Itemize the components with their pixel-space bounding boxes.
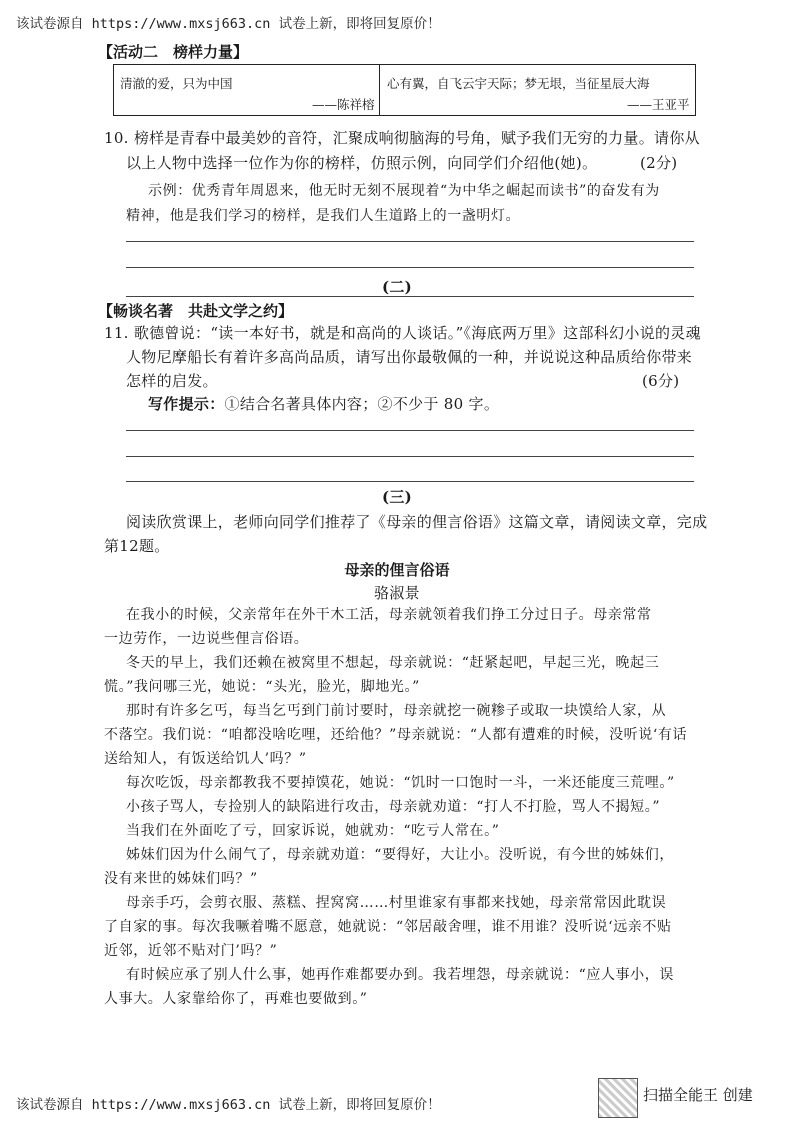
- q10-example-line1: 示例：优秀青年周恩来，他无时无刻不展现着“为中华之崛起而读书”的奋发有为: [148, 183, 660, 199]
- source-line-top: 该试卷源自 https://www.mxsj663.cn 试卷上新，即将回复原价！: [16, 16, 441, 32]
- article-line: 当我们在外面吃了亏，回家诉说，她就劝：“吃亏人常在。”: [126, 823, 500, 839]
- quote-left: 清澈的爱，只为中国: [120, 76, 233, 91]
- activity3-heading: 【畅谈名著 共赴文学之约】: [98, 302, 294, 320]
- article-line: 有时候应承了别人什么事，她再作难都要办到。我若埋怨，母亲就说：“应人事小，误: [126, 967, 674, 983]
- answer-line: [126, 241, 694, 242]
- writing-tip-text: ①结合名著具体内容；②不少于 80 字。: [224, 395, 500, 413]
- article-line: 姊妹们因为什么闹气了，母亲就劝道：“要得好，大让小。没听说，有今世的姊妹们，: [126, 847, 674, 863]
- intro-line1: 阅读欣赏课上，老师向同学们推荐了《母亲的俚言俗语》这篇文章，请阅读文章，完成: [126, 513, 708, 531]
- article-line: 小孩子骂人，专捡别人的缺陷进行攻击，母亲就劝道：“打人不打脸，骂人不揭短。”: [126, 799, 661, 815]
- quote-table: [113, 64, 696, 116]
- quote-table-divider: [379, 65, 380, 115]
- q10-score: (2分): [640, 154, 678, 172]
- q11-line2: 人物尼摩船长有着许多高尚品质，请写出你最敬佩的一种，并说说这种品质给你带来: [126, 348, 693, 366]
- answer-line: [126, 481, 694, 482]
- section-three-label: (三): [381, 488, 413, 506]
- answer-line: [126, 267, 694, 268]
- scanner-app-logo-icon: [598, 1078, 638, 1118]
- section-two-label: (二): [381, 278, 413, 296]
- answer-line: [126, 456, 694, 457]
- q10-line2: 以上人物中选择一位作为你的榜样，仿照示例，向同学们介绍他(她)。: [126, 154, 598, 172]
- activity2-heading: 【活动二 榜样力量】: [98, 43, 249, 61]
- scanner-app-label: 扫描全能王 创建: [643, 1086, 753, 1104]
- answer-line: [126, 430, 694, 431]
- article-line: 不落空。我们说：“咱都没啥吃哩，还给他？”母亲就说：“人都有遭难的时候，没听说‘有话: [104, 727, 688, 743]
- article-line: 母亲手巧，会剪衣服、蒸糕、捏窝窝……村里谁家有事都来找她，母亲常常因此耽误: [126, 895, 667, 911]
- q11-line3: 怎样的启发。: [126, 372, 218, 390]
- intro-line2: 第12题。: [104, 537, 170, 555]
- article-line: 送给知人，有饭送给饥人’吗？”: [104, 751, 307, 767]
- q10-example-line2: 精神，他是我们学习的榜样，是我们人生道路上的一盏明灯。: [126, 208, 521, 224]
- article-title: 母亲的俚言俗语: [344, 561, 450, 579]
- article-line: 了自家的事。每次我噘着嘴不愿意，她就说：“邻居敲舍哩，谁不用谁？没听说‘远亲不贴: [104, 919, 672, 935]
- q11-line1: 11. 歌德曾说：“读一本好书，就是和高尚的人谈话。”《海底两万里》这部科幻小说的灵魂: [104, 324, 701, 342]
- article-line: 没有来世的姊妹们吗？”: [104, 871, 258, 887]
- q11-score: (6分): [642, 372, 680, 390]
- article-line: 近邻，近邻不贴对门’吗？”: [104, 943, 278, 959]
- q10-line1: 10. 榜样是青春中最美妙的音符，汇聚成响彻脑海的号角，赋予我们无穷的力量。请你从: [104, 129, 700, 147]
- quote-left-author: ——陈祥榕: [312, 97, 375, 112]
- article-author: 骆淑景: [374, 584, 420, 602]
- article-line: 每次吃饭，母亲都教我不要掉馍花，她说：“饥时一口饱时一斗，一米还能度三荒哩。”: [126, 775, 675, 791]
- article-line: 一边劳作，一边说些俚言俗语。: [104, 631, 309, 647]
- quote-right: 心有翼，自飞云宇天际；梦无垠，当征星辰大海: [387, 76, 650, 91]
- quote-right-author: ——王亚平: [627, 97, 690, 112]
- article-line: 慌。”我问哪三光，她说：“头光，脸光，脚地光。”: [104, 679, 420, 695]
- article-line: 在我小的时候，父亲常年在外干木工活，母亲就领着我们挣工分过日子。母亲常常: [126, 607, 652, 623]
- article-line: 冬天的早上，我们还赖在被窝里不想起，母亲就说：“赶紧起吧，早起三光，晚起三: [126, 655, 660, 671]
- source-line-bottom: 该试卷源自 https://www.mxsj663.cn 试卷上新，即将回复原价！: [16, 1097, 441, 1113]
- article-line: 那时有许多乞丐，每当乞丐到门前讨要时，母亲就挖一碗糁子或取一块馍给人家，从: [126, 703, 667, 719]
- section-rule: [126, 296, 694, 297]
- writing-tip-label: 写作提示：: [148, 395, 225, 413]
- article-line: 人事大。人家靠给你了，再难也要做到。”: [104, 991, 368, 1007]
